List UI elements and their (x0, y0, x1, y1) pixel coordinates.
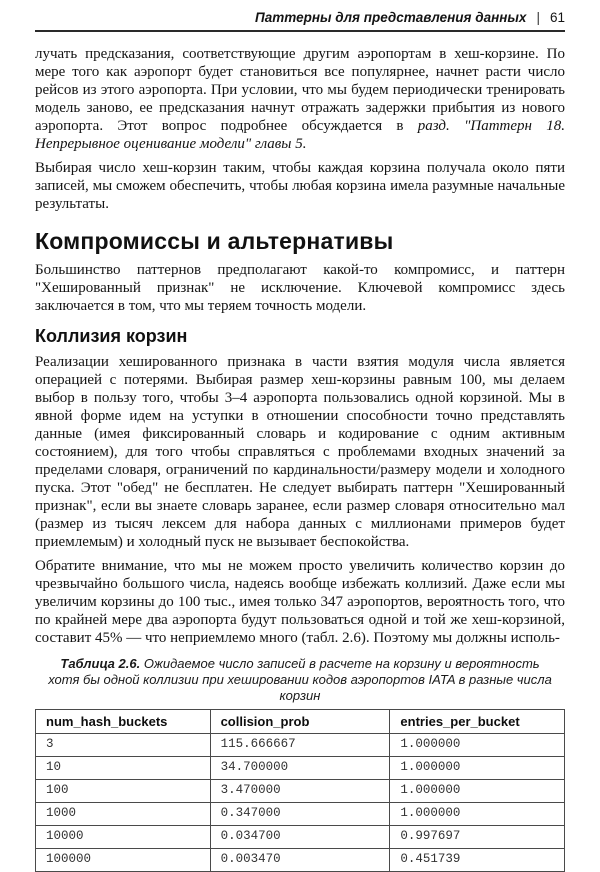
paragraph-collision-details: Реализации хешированного признака в части взятия модуля числа является операцией с потерями. Выбирая размер хеш-корзины равным 100, мы делаем выбор в пользу того, чтобы 3–4 аэропорта пользовались одной корзиной. Мы в явной форме идем на уступки в отношении способности точно представлять данные (имея фиксированный словарь и кодирование с одним активным состоянием), для того чтобы справляться с проблемами входных значений за пределами словаря, ограничений по кардинальности/размеру модели и холодного пуска. Этот "обед" не бесплатен. Не следует выбирать паттерн "Хешированный признак", если вы знаете словарь заранее, если размер словаря относительно мал (размер из тысяч лексем для набора данных с миллионами примеров будет приемлемым) и холодный пуск не вызывает беспокойства. (35, 354, 565, 550)
cell-collision-prob: 0.034700 (210, 826, 390, 849)
section-heading-tradeoffs: Компромиссы и альтернативы (35, 228, 394, 254)
paragraph-text: лучать предсказания, соответствующие другим аэропортам в хеш-корзине. По мере того как аэропорт будет становиться все популярнее, начнет расти число рейсов из этого аэропорта. При условии, что мы будем периодически тренировать модель заново, ее предсказания начнут отражать задержки прибытия из нового аэропорта. Этот вопрос подробнее обсуждается в (35, 46, 565, 134)
cell-collision-prob: 0.003470 (210, 849, 390, 872)
running-head-title: Паттерны для представления данных (255, 10, 527, 25)
cell-entries-per-bucket: 1.000000 (390, 734, 565, 757)
table-header-row (36, 710, 565, 734)
column-header-collision-prob: collision_prob (210, 710, 390, 734)
cell-collision-prob: 0.347000 (210, 803, 390, 826)
cell-entries-per-bucket: 1.000000 (390, 803, 565, 826)
cell-entries-per-bucket: 1.000000 (390, 757, 565, 780)
cell-num-hash-buckets: 10 (36, 757, 211, 780)
column-header-num-hash-buckets: num_hash_buckets (36, 710, 211, 734)
cell-collision-prob: 115.666667 (210, 734, 390, 757)
collision-probability-table (35, 709, 565, 872)
table-row (36, 803, 565, 826)
subsection-heading-bucket-collision: Коллизия корзин (35, 326, 188, 346)
cell-num-hash-buckets: 100 (36, 780, 211, 803)
cell-num-hash-buckets: 10000 (36, 826, 211, 849)
cell-num-hash-buckets: 1000 (36, 803, 211, 826)
table-row (36, 734, 565, 757)
cell-entries-per-bucket: 0.997697 (390, 826, 565, 849)
page-number: 61 (549, 10, 565, 25)
cell-num-hash-buckets: 100000 (36, 849, 211, 872)
table-row (36, 826, 565, 849)
table-row (36, 780, 565, 803)
paragraph-collision-probability: Обратите внимание, что мы не можем просто увеличить количество корзин до чрезвычайно большого числа, надеясь вообще избежать коллизий. Даже если мы увеличим корзины до 100 тыс., имея только 347 аэропортов, вероятность того, что по крайней мере два аэропорта будут пользоваться одной и той же хеш-корзиной, составит 45% — что неприемлемо много (табл. 2.6). Поэтому мы должны исполь- (35, 558, 565, 646)
running-head (35, 10, 565, 32)
cell-collision-prob: 34.700000 (210, 757, 390, 780)
table-caption (35, 656, 565, 704)
table-caption-number: Таблица 2.6. (60, 656, 141, 671)
section-reference-italic: разд. "Паттерн 18. Непрерывное оценивание модели" главы 5. (35, 118, 566, 152)
paragraph-hash-bucket-continuation (35, 45, 565, 153)
table-row (36, 757, 565, 780)
column-header-entries-per-bucket: entries_per_bucket (390, 710, 565, 734)
running-head-separator: | (536, 10, 540, 25)
table-caption-line2: хотя бы одной коллизии при хешировании кодов аэропортов IATA в разные числа корзин (48, 672, 552, 703)
table-row (36, 849, 565, 872)
cell-num-hash-buckets: 3 (36, 734, 211, 757)
table-caption-line1: Ожидаемое число записей в расчете на корзину и вероятность (140, 656, 540, 671)
cell-entries-per-bucket: 1.000000 (390, 780, 565, 803)
paragraph-tradeoffs-intro: Большинство паттернов предполагают какой-то компромисс, и паттерн "Хешированный признак" не исключение. Ключевой компромисс здесь заключается в том, что мы теряем точность модели. (35, 262, 565, 314)
cell-entries-per-bucket: 0.451739 (390, 849, 565, 872)
cell-collision-prob: 3.470000 (210, 780, 390, 803)
paragraph-bucket-choice: Выбирая число хеш-корзин таким, чтобы каждая корзина получала около пяти записей, мы сможем обеспечить, чтобы любая корзина имела разумные начальные результаты. (35, 160, 565, 212)
